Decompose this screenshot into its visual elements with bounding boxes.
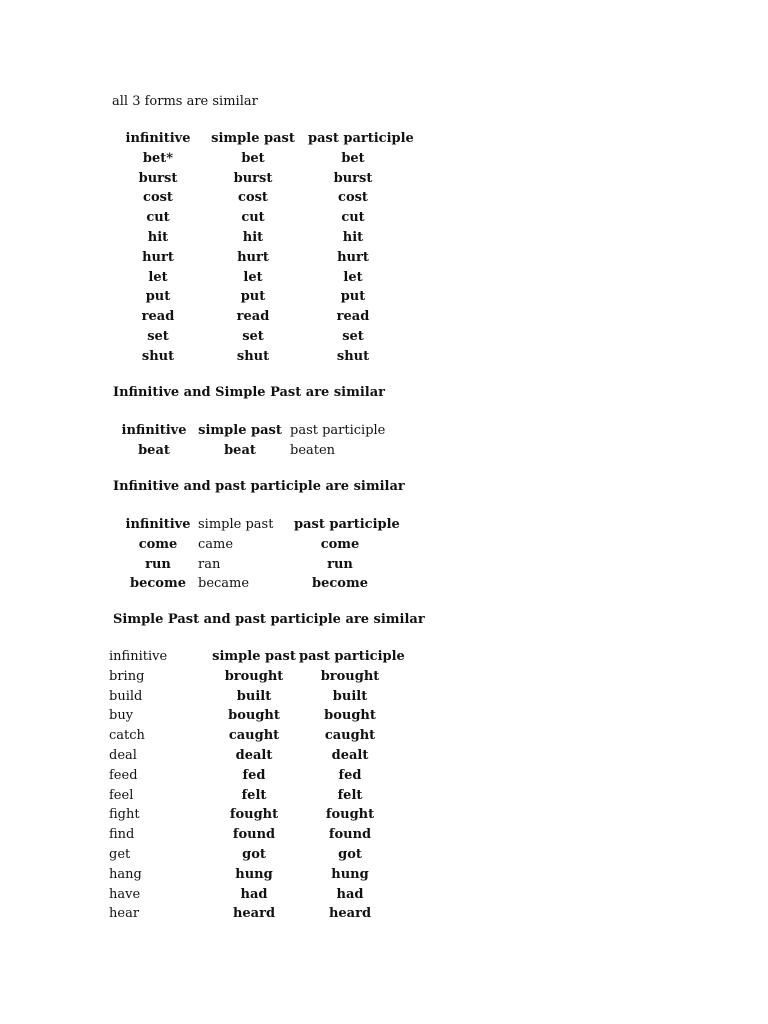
table-cell-infinitive: set [147,328,169,344]
table-cell-simple-past: ran [198,556,221,572]
table-cell-past-participle: got [338,846,362,862]
table-cell-infinitive: shut [141,348,175,364]
column-header-simple-past: simple past [198,517,274,532]
table-cell-infinitive: become [130,576,186,592]
column-header-past-participle: past participle [290,423,386,438]
table-cell-infinitive: catch [109,728,145,744]
table-cell-simple-past: read [236,309,270,325]
table-cell-infinitive: hear [109,906,140,922]
table-cell-infinitive: hit [147,229,169,245]
column-header-simple-past: simple past [211,131,295,146]
table-cell-past-participle: fought [325,807,375,823]
table-cell-infinitive: hurt [142,249,174,265]
table-cell-simple-past: cost [238,190,268,206]
table-header-row [109,647,405,667]
table-cell-infinitive: let [148,269,168,285]
table-row [118,441,390,461]
table-cell-infinitive: buy [109,708,134,724]
table-cell-infinitive: cost [143,190,173,206]
table-row [118,169,398,189]
verb-table-inf-past [118,421,390,461]
table-cell-infinitive: hang [109,866,142,882]
table-cell-infinitive: put [145,289,171,305]
table-cell-simple-past: became [198,576,250,592]
table-cell-past-participle: built [332,688,368,704]
column-header-infinitive: infinitive [125,131,191,146]
table-cell-infinitive: come [138,536,178,552]
table-cell-past-participle: come [320,536,360,552]
table-cell-infinitive: find [109,827,135,843]
table-cell-simple-past: found [232,827,276,843]
table-cell-simple-past: built [236,688,272,704]
table-cell-past-participle: shut [336,348,370,364]
table-cell-past-participle: become [312,576,368,592]
table-row [118,307,398,327]
table-cell-simple-past: put [240,289,266,305]
table-cell-simple-past: burst [233,170,273,186]
column-header-infinitive: infinitive [125,517,191,532]
verb-table-inf-pp [118,515,400,594]
table-cell-simple-past: set [242,328,264,344]
table-cell-simple-past: let [243,269,263,285]
table-cell-past-participle: felt [337,787,363,803]
table-cell-past-participle: caught [324,728,376,744]
table-cell-past-participle: bought [324,708,376,724]
section-heading-inf-pp: Infinitive and past participle are similar [113,479,405,494]
table-cell-infinitive: deal [109,747,137,763]
table-row [118,574,386,594]
table-cell-infinitive: fight [109,807,140,823]
intro-text: all 3 forms are similar [112,94,258,109]
column-header-past-participle: past participle [294,517,400,532]
table-cell-past-participle: run [327,556,353,572]
table-row [118,248,398,268]
table-cell-simple-past: hung [235,866,273,882]
table-cell-simple-past: fought [229,807,279,823]
table-cell-simple-past: shut [236,348,270,364]
table-header-row [118,515,400,535]
table-cell-past-participle: cut [341,210,365,226]
table-cell-past-participle: hit [342,229,364,245]
table-cell-simple-past: hurt [237,249,269,265]
table-cell-past-participle: burst [333,170,373,186]
column-header-simple-past: simple past [212,649,296,664]
table-row [118,535,386,555]
section-heading-past-pp: Simple Past and past participle are similar [113,612,425,627]
column-header-infinitive: infinitive [121,423,187,438]
table-row [109,904,401,924]
table-row [109,706,401,726]
table-cell-past-participle: brought [320,668,380,684]
table-cell-past-participle: set [342,328,364,344]
table-cell-infinitive: read [141,309,175,325]
column-header-past-participle: past participle [299,649,405,664]
table-row [118,228,398,248]
table-cell-past-participle: put [340,289,366,305]
table-cell-past-participle: hung [331,866,369,882]
table-cell-past-participle: beaten [290,442,336,458]
table-row [118,287,398,307]
table-cell-past-participle: let [343,269,363,285]
table-cell-simple-past: dealt [235,747,273,763]
table-cell-simple-past: heard [232,906,276,922]
table-cell-simple-past: cut [241,210,265,226]
table-cell-infinitive: burst [138,170,178,186]
table-cell-simple-past: hit [242,229,264,245]
table-row [118,327,398,347]
table-cell-infinitive: run [145,556,171,572]
table-cell-simple-past: beat [224,442,256,458]
table-cell-infinitive: beat [138,442,170,458]
verb-table-all-similar [118,129,414,367]
table-cell-past-participle: read [336,309,370,325]
section-heading-inf-past: Infinitive and Simple Past are similar [113,385,385,400]
table-cell-infinitive: bring [109,668,145,684]
table-cell-infinitive: have [109,886,141,902]
table-row [109,766,401,786]
table-cell-past-participle: found [328,827,372,843]
table-row [118,208,398,228]
table-cell-infinitive: get [109,846,131,862]
table-row [118,268,398,288]
table-cell-past-participle: heard [328,906,372,922]
table-cell-infinitive: build [109,688,143,704]
verb-table-past-pp [109,647,405,924]
table-cell-infinitive: cut [146,210,170,226]
table-cell-infinitive: feed [109,767,138,783]
table-cell-simple-past: bet [241,150,265,166]
table-row [118,555,386,575]
table-cell-past-participle: fed [338,767,362,783]
table-row [109,786,401,806]
table-cell-simple-past: felt [241,787,267,803]
table-cell-simple-past: fed [242,767,266,783]
table-cell-simple-past: caught [228,728,280,744]
table-row [109,726,401,746]
table-row [109,805,401,825]
table-cell-simple-past: bought [228,708,280,724]
table-row [109,825,401,845]
table-cell-infinitive: feel [109,787,134,803]
table-row [118,188,398,208]
column-header-simple-past: simple past [198,423,282,438]
table-cell-simple-past: came [198,536,234,552]
table-row [109,845,401,865]
column-header-infinitive: infinitive [109,649,168,664]
table-cell-past-participle: hurt [337,249,369,265]
table-header-row [118,129,414,149]
table-row [109,687,401,707]
table-row [109,746,401,766]
table-row [109,885,401,905]
table-cell-past-participle: had [336,886,364,902]
table-row [109,667,401,687]
table-row [118,347,398,367]
table-cell-past-participle: cost [338,190,368,206]
column-header-past-participle: past participle [308,131,414,146]
table-cell-simple-past: got [242,846,266,862]
table-cell-simple-past: had [240,886,268,902]
table-cell-simple-past: brought [224,668,284,684]
table-row [109,865,401,885]
table-cell-infinitive: bet* [142,150,174,166]
table-cell-past-participle: dealt [331,747,369,763]
table-header-row [118,421,390,441]
table-cell-past-participle: bet [341,150,365,166]
table-row [118,149,398,169]
